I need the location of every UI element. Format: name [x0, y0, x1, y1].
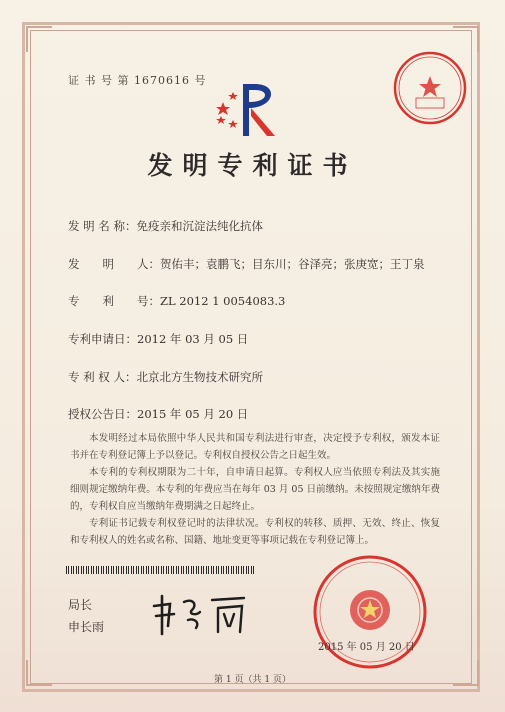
field-label: 授权公告日：: [68, 407, 137, 421]
body-paragraph: 本发明经过本局依照中华人民共和国专利法进行审查，决定授予专利权，颁发本证书并在专利登记簿上予以登记。专利权自授权公告之日起生效。: [70, 433, 440, 461]
field-value: 免疫亲和沉淀法纯化抗体: [136, 219, 263, 233]
signatory-name: 申长雨: [68, 620, 105, 634]
field-label: 专利申请日：: [68, 332, 137, 346]
handwritten-signature: [148, 588, 268, 638]
field-value: 北京北方生物技术研究所: [136, 370, 263, 384]
field-invention-name: [68, 218, 263, 234]
field-value: 贺佑丰；袁鹏飞；目东川；谷泽亮；张庚宽；王丁泉: [160, 257, 425, 271]
corner-ornament: [26, 26, 52, 52]
field-value: 2012 年 03 月 05 日: [137, 332, 249, 346]
page-title: 发明专利证书: [147, 151, 358, 180]
certificate-body: [70, 430, 440, 549]
certificate-number: 证 书 号 第 1670616 号: [68, 74, 207, 87]
patent-seal-stamp-icon: [390, 48, 470, 128]
field-label: 发 明 名 称：: [68, 219, 137, 233]
field-label: 专 利 号：: [68, 294, 160, 308]
barcode: [66, 566, 256, 574]
field-patentee: [68, 369, 263, 385]
field-value: 2015 年 05 月 20 日: [137, 407, 249, 421]
page-number: 第 1 页（共 1 页）: [214, 675, 291, 685]
sipo-emblem-icon: [213, 78, 283, 140]
field-grant-date: [68, 406, 248, 422]
field-patent-number: [68, 293, 285, 309]
signature-date: 2015 年 05 月 20 日: [318, 642, 415, 653]
field-label: 专 利 权 人：: [68, 370, 137, 384]
signatory-title: 局长: [68, 598, 93, 612]
body-paragraph: 本专利的专利权期限为二十年，自申请日起算。专利权人应当依照专利法及其实施细则规定缴纳年费。本专利的年费应当在每年 03 月 05 日前缴纳。未按照规定缴纳年费的，专利权自应当缴纳年费期满之日起终止。: [70, 467, 440, 512]
body-paragraph: 专利证书记载专利权登记时的法律状况。专利权的转移、质押、无效、终止、恢复和专利权人的姓名或名称、国籍、地址变更等事项记载在专利登记簿上。: [70, 518, 440, 546]
field-value: ZL 2012 1 0054083.3: [160, 294, 286, 308]
field-inventors: [68, 256, 425, 272]
field-application-date: [68, 331, 248, 347]
field-label: 发 明 人：: [68, 257, 160, 271]
national-seal-stamp-icon: [310, 552, 430, 672]
